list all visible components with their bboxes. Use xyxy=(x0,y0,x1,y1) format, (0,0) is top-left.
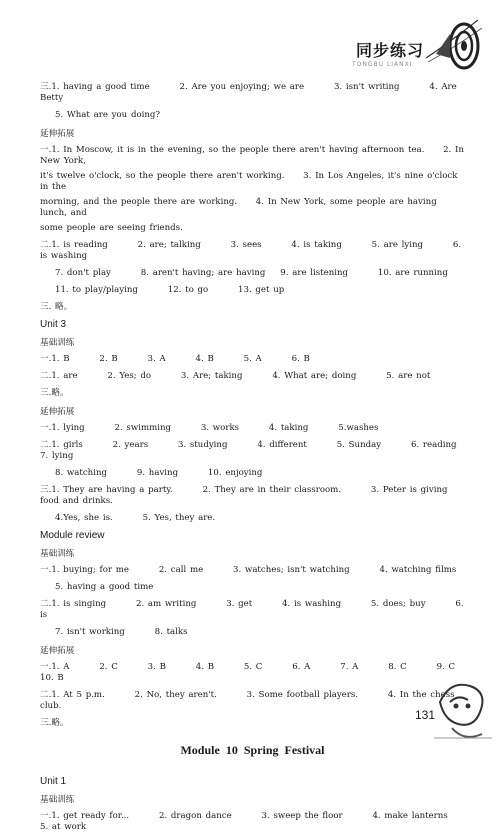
answer-line: 二.1. At 5 p.m. 2. No, they aren't. 3. Some football players. 4. In the chess club. xyxy=(40,690,459,711)
unit-heading: Unit 3 xyxy=(40,319,67,330)
answer-line: 11. to play/playing 12. to go 13. get up xyxy=(55,285,285,295)
answer-line: 5. having a good time xyxy=(55,582,154,592)
answer-line: 三.略。 xyxy=(40,718,69,728)
answer-line: 一.1. In Moscow, it is in the evening, so the people there aren't having afternoon tea. 2. In New York, xyxy=(40,145,468,166)
section-heading: 基础训练 xyxy=(40,338,75,348)
answer-line: 三.1. having a good time 2. Are you enjoying; we are 3. isn't writing 4. Are Betty xyxy=(40,82,461,103)
answer-line: 7. isn't working 8. talks xyxy=(55,627,188,637)
speaker-icon xyxy=(420,14,490,76)
page-number: 131 xyxy=(415,708,436,722)
answer-line: 一.1. lying 2. swimming 3. works 4. taking 5.washes xyxy=(40,423,379,433)
brand-subtitle: TONGBU LIANXI xyxy=(352,61,413,68)
answer-line: 7. don't play 8. aren't having; are having 9. are listening 10. are running xyxy=(55,268,448,278)
answer-line: 一.1. A 2. C 3. B 4. B 5. C 6. A 7. A 8. C 9. C 10. B xyxy=(40,662,485,683)
brand-title: 同步练习 xyxy=(356,41,425,60)
answer-line: 8. watching 9. having 10. enjoying xyxy=(55,468,263,478)
answer-line: 三.1. They are having a party. 2. They are in their classroom. 3. Peter is giving food and drinks. xyxy=(40,485,452,506)
page-header xyxy=(0,14,500,84)
unit-heading: Module review xyxy=(40,530,105,541)
section-heading: 基础训练 xyxy=(40,549,75,559)
answer-line: 一.1. B 2. B 3. A 4. B 5. A 6. B xyxy=(40,354,310,364)
answer-line: 二.1. girls 2. years 3. studying 4. different 5. Sunday 6. reading 7. lying xyxy=(40,440,487,461)
answer-line: some people are seeing friends. xyxy=(40,223,183,233)
answer-content xyxy=(40,82,487,839)
answer-line: 三.略。 xyxy=(40,388,69,398)
answer-line: 二.1. are 2. Yes; do 3. Are; taking 4. What are; doing 5. are not xyxy=(40,371,431,381)
section-heading: 基础训练 xyxy=(40,795,75,805)
answer-line: 二.1. is singing 2. am writing 3. get 4. is washing 5. does; buy 6. is xyxy=(40,599,468,620)
answer-line: 一.1. get ready for... 2. dragon dance 3. sweep the floor 4. make lanterns 5. at work xyxy=(40,811,478,832)
answer-line: it's twelve o'clock, so the people there aren't working. 3. In Los Angeles, it's nine o'clock in the xyxy=(40,171,462,192)
section-heading: 延伸拓展 xyxy=(40,646,75,656)
answer-line: 4.Yes, she is. 5. Yes, they are. xyxy=(55,513,216,523)
answer-line: 5. What are you doing? xyxy=(55,110,161,120)
mascot-logo-icon xyxy=(430,672,496,744)
section-heading: 延伸拓展 xyxy=(40,129,75,139)
unit-heading: Unit 1 xyxy=(40,776,67,787)
answer-line: 一.1. buying; for me 2. call me 3. watches; isn't watching 4. watching films xyxy=(40,565,457,575)
answer-line: morning, and the people there are working. 4. In New York, some people are having lunch, and xyxy=(40,197,441,218)
answer-line: 三. 略。 xyxy=(40,302,73,312)
module-title: Module 10 Spring Festival xyxy=(180,743,325,757)
answer-line: 二.1. is reading 2. are; talking 3. sees 4. is taking 5. are lying 6. is washing xyxy=(40,240,465,261)
section-heading: 延伸拓展 xyxy=(40,407,75,417)
